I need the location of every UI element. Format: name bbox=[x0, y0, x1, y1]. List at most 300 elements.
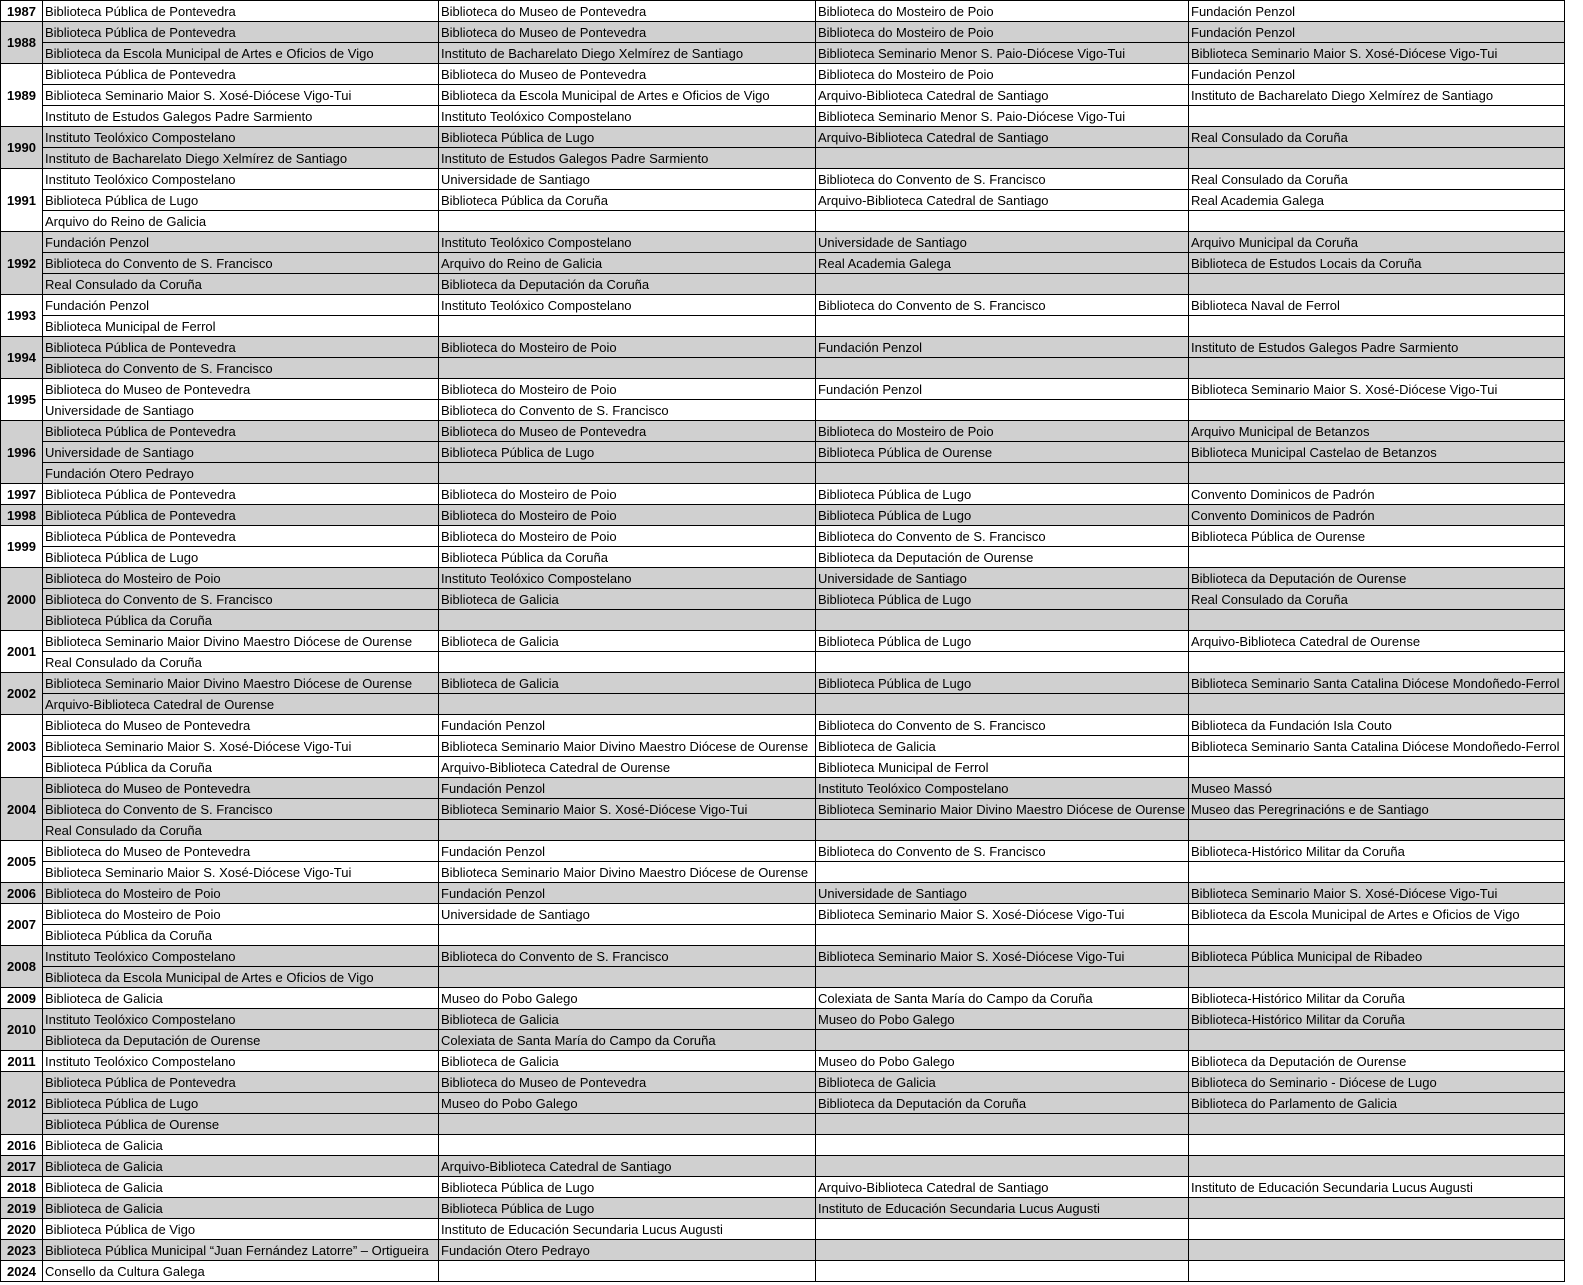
library-cell[interactable]: Biblioteca Pública de Pontevedra bbox=[43, 526, 439, 547]
library-cell[interactable]: Biblioteca Seminario Maior S. Xosé-Diócese Vigo-Tui bbox=[1189, 379, 1565, 400]
library-cell[interactable]: Instituto Teolóxico Compostelano bbox=[439, 295, 816, 316]
table-row bbox=[1, 337, 1565, 358]
library-cell[interactable]: Museo do Pobo Galego bbox=[816, 1009, 1189, 1030]
library-cell[interactable]: Fundación Penzol bbox=[439, 715, 816, 736]
library-cell[interactable]: Biblioteca Seminario Maior S. Xosé-Diócese Vigo-Tui bbox=[43, 85, 439, 106]
library-cell[interactable] bbox=[816, 610, 1189, 631]
library-cell[interactable]: Biblioteca do Convento de S. Francisco bbox=[43, 799, 439, 820]
year-cell[interactable]: 2020 bbox=[1, 1219, 43, 1240]
library-cell[interactable]: Biblioteca da Fundación Isla Couto bbox=[1189, 715, 1565, 736]
library-cell[interactable] bbox=[1189, 1030, 1565, 1051]
library-cell[interactable]: Biblioteca Pública de Lugo bbox=[439, 1177, 816, 1198]
year-cell[interactable]: 2003 bbox=[1, 715, 43, 778]
library-cell[interactable]: Convento Dominicos de Padrón bbox=[1189, 505, 1565, 526]
library-cell[interactable]: Biblioteca Seminario Maior Divino Maestro Diócese de Ourense bbox=[43, 673, 439, 694]
library-cell[interactable]: Biblioteca da Deputación de Ourense bbox=[1189, 568, 1565, 589]
library-cell[interactable] bbox=[439, 925, 816, 946]
library-cell[interactable] bbox=[1189, 274, 1565, 295]
library-cell[interactable]: Real Consulado da Coruña bbox=[43, 652, 439, 673]
library-cell[interactable]: Biblioteca do Museo de Pontevedra bbox=[43, 379, 439, 400]
library-cell[interactable]: Biblioteca Pública de Lugo bbox=[816, 505, 1189, 526]
library-cell[interactable]: Fundación Otero Pedrayo bbox=[43, 463, 439, 484]
year-cell[interactable]: 2016 bbox=[1, 1135, 43, 1156]
library-cell[interactable] bbox=[816, 211, 1189, 232]
library-cell[interactable]: Biblioteca da Deputación de Ourense bbox=[1189, 1051, 1565, 1072]
year-cell[interactable]: 1997 bbox=[1, 484, 43, 505]
library-cell[interactable]: Biblioteca Seminario Maior S. Xosé-Diócese Vigo-Tui bbox=[1189, 883, 1565, 904]
library-cell[interactable]: Instituto Teolóxico Compostelano bbox=[439, 568, 816, 589]
table-row bbox=[1, 526, 1565, 547]
library-cell[interactable] bbox=[816, 1261, 1189, 1282]
library-cell[interactable]: Arquivo-Biblioteca Catedral de Ourense bbox=[43, 694, 439, 715]
library-cell[interactable]: Biblioteca Pública de Lugo bbox=[816, 484, 1189, 505]
library-cell[interactable] bbox=[816, 967, 1189, 988]
library-cell[interactable]: Fundación Penzol bbox=[439, 883, 816, 904]
library-cell[interactable]: Fundación Penzol bbox=[1189, 1, 1565, 22]
library-cell[interactable]: Biblioteca do Mosteiro de Poio bbox=[43, 568, 439, 589]
library-cell[interactable]: Biblioteca Pública de Ourense bbox=[43, 1114, 439, 1135]
library-cell[interactable]: Biblioteca Seminario Maior Divino Maestro Diócese de Ourense bbox=[439, 736, 816, 757]
library-cell[interactable]: Biblioteca Pública de Lugo bbox=[439, 442, 816, 463]
library-cell[interactable] bbox=[1189, 1219, 1565, 1240]
year-cell[interactable]: 2023 bbox=[1, 1240, 43, 1261]
library-cell[interactable] bbox=[816, 652, 1189, 673]
library-cell[interactable]: Fundación Penzol bbox=[816, 379, 1189, 400]
library-cell[interactable]: Convento Dominicos de Padrón bbox=[1189, 484, 1565, 505]
library-cell[interactable]: Fundación Penzol bbox=[43, 295, 439, 316]
library-cell[interactable]: Arquivo-Biblioteca Catedral de Santiago bbox=[816, 1177, 1189, 1198]
library-cell[interactable] bbox=[1189, 757, 1565, 778]
library-cell[interactable]: Biblioteca Seminario Maior S. Xosé-Diócese Vigo-Tui bbox=[816, 904, 1189, 925]
library-cell[interactable]: Biblioteca do Museo de Pontevedra bbox=[43, 715, 439, 736]
library-cell[interactable] bbox=[1189, 211, 1565, 232]
library-cell[interactable]: Universidade de Santiago bbox=[816, 883, 1189, 904]
library-cell[interactable]: Fundación Penzol bbox=[439, 778, 816, 799]
library-cell[interactable]: Biblioteca do Convento de S. Francisco bbox=[43, 589, 439, 610]
library-cell[interactable]: Biblioteca de Estudos Locais da Coruña bbox=[1189, 253, 1565, 274]
library-cell[interactable]: Universidade de Santiago bbox=[439, 904, 816, 925]
library-cell[interactable] bbox=[1189, 1135, 1565, 1156]
table-row bbox=[1, 757, 1565, 778]
library-cell[interactable]: Biblioteca Pública da Coruña bbox=[43, 610, 439, 631]
library-cell[interactable] bbox=[1189, 358, 1565, 379]
year-cell[interactable]: 1999 bbox=[1, 526, 43, 568]
library-cell[interactable]: Biblioteca-Histórico Militar da Coruña bbox=[1189, 1009, 1565, 1030]
library-cell[interactable]: Biblioteca Municipal Castelao de Betanzos bbox=[1189, 442, 1565, 463]
library-cell[interactable]: Biblioteca do Mosteiro de Poio bbox=[816, 64, 1189, 85]
table-row bbox=[1, 106, 1565, 127]
year-cell[interactable]: 1988 bbox=[1, 22, 43, 64]
library-cell[interactable]: Instituto de Bacharelato Diego Xelmírez de Santiago bbox=[1189, 85, 1565, 106]
library-cell[interactable]: Biblioteca do Convento de S. Francisco bbox=[816, 841, 1189, 862]
library-cell[interactable] bbox=[816, 148, 1189, 169]
library-cell[interactable]: Universidade de Santiago bbox=[816, 568, 1189, 589]
library-cell[interactable]: Real Consulado da Coruña bbox=[43, 820, 439, 841]
library-cell[interactable]: Biblioteca Pública de Vigo bbox=[43, 1219, 439, 1240]
library-cell[interactable]: Biblioteca Pública de Pontevedra bbox=[43, 64, 439, 85]
table-row bbox=[1, 463, 1565, 484]
library-cell[interactable] bbox=[816, 1240, 1189, 1261]
library-cell[interactable]: Biblioteca Seminario Maior S. Xosé-Diócese Vigo-Tui bbox=[1189, 43, 1565, 64]
library-cell[interactable]: Museo Massó bbox=[1189, 778, 1565, 799]
library-cell[interactable]: Real Consulado da Coruña bbox=[1189, 589, 1565, 610]
library-cell[interactable]: Biblioteca Municipal de Ferrol bbox=[43, 316, 439, 337]
library-cell[interactable]: Instituto de Bacharelato Diego Xelmírez de Santiago bbox=[43, 148, 439, 169]
library-cell[interactable]: Instituto Teolóxico Compostelano bbox=[43, 169, 439, 190]
library-cell[interactable]: Biblioteca Seminario Maior Divino Maestro Diócese de Ourense bbox=[43, 631, 439, 652]
year-cell[interactable]: 2019 bbox=[1, 1198, 43, 1219]
table-row bbox=[1, 1030, 1565, 1051]
library-cell[interactable]: Biblioteca Pública de Pontevedra bbox=[43, 1072, 439, 1093]
year-cell[interactable]: 2001 bbox=[1, 631, 43, 673]
library-cell[interactable]: Biblioteca Pública de Pontevedra bbox=[43, 421, 439, 442]
library-cell[interactable]: Biblioteca do Convento de S. Francisco bbox=[816, 715, 1189, 736]
library-cell[interactable]: Biblioteca Pública de Pontevedra bbox=[43, 505, 439, 526]
library-cell[interactable]: Biblioteca da Deputación de Ourense bbox=[816, 547, 1189, 568]
library-cell[interactable]: Biblioteca do Mosteiro de Poio bbox=[439, 526, 816, 547]
library-cell[interactable]: Universidade de Santiago bbox=[439, 169, 816, 190]
library-cell[interactable]: Biblioteca Pública de Lugo bbox=[439, 1198, 816, 1219]
library-cell[interactable]: Biblioteca da Escola Municipal de Artes e Oficios de Vigo bbox=[43, 43, 439, 64]
library-cell[interactable]: Real Consulado da Coruña bbox=[43, 274, 439, 295]
library-cell[interactable]: Biblioteca da Deputación da Coruña bbox=[816, 1093, 1189, 1114]
library-cell[interactable]: Biblioteca do Convento de S. Francisco bbox=[439, 946, 816, 967]
library-cell[interactable]: Arquivo-Biblioteca Catedral de Ourense bbox=[439, 757, 816, 778]
library-cell[interactable]: Consello da Cultura Galega bbox=[43, 1261, 439, 1282]
library-cell[interactable] bbox=[816, 1114, 1189, 1135]
library-cell[interactable]: Biblioteca do Mosteiro de Poio bbox=[816, 1, 1189, 22]
library-cell[interactable]: Instituto de Educación Secundaria Lucus Augusti bbox=[439, 1219, 816, 1240]
year-cell[interactable]: 2018 bbox=[1, 1177, 43, 1198]
library-cell[interactable]: Biblioteca de Galicia bbox=[43, 1198, 439, 1219]
library-cell[interactable] bbox=[1189, 820, 1565, 841]
library-cell[interactable]: Universidade de Santiago bbox=[816, 232, 1189, 253]
library-cell[interactable] bbox=[1189, 652, 1565, 673]
library-cell[interactable]: Biblioteca Seminario Maior S. Xosé-Diócese Vigo-Tui bbox=[43, 736, 439, 757]
library-cell[interactable]: Fundación Penzol bbox=[439, 841, 816, 862]
library-cell[interactable]: Biblioteca Pública de Lugo bbox=[439, 127, 816, 148]
library-cell[interactable]: Fundación Otero Pedrayo bbox=[439, 1240, 816, 1261]
library-cell[interactable]: Instituto de Estudos Galegos Padre Sarmiento bbox=[1189, 337, 1565, 358]
library-cell[interactable]: Biblioteca Municipal de Ferrol bbox=[816, 757, 1189, 778]
table-row bbox=[1, 1219, 1565, 1240]
library-cell[interactable] bbox=[816, 694, 1189, 715]
library-cell[interactable]: Biblioteca Pública de Lugo bbox=[43, 547, 439, 568]
year-cell[interactable]: 2005 bbox=[1, 841, 43, 883]
library-cell[interactable] bbox=[1189, 547, 1565, 568]
library-cell[interactable]: Real Consulado da Coruña bbox=[1189, 169, 1565, 190]
library-cell[interactable] bbox=[439, 652, 816, 673]
library-cell[interactable]: Biblioteca Pública de Pontevedra bbox=[43, 484, 439, 505]
library-cell[interactable]: Arquivo-Biblioteca Catedral de Ourense bbox=[1189, 631, 1565, 652]
library-cell[interactable]: Fundación Penzol bbox=[43, 232, 439, 253]
library-cell[interactable]: Biblioteca do Seminario - Diócese de Lugo bbox=[1189, 1072, 1565, 1093]
library-cell[interactable]: Arquivo-Biblioteca Catedral de Santiago bbox=[816, 190, 1189, 211]
library-cell[interactable] bbox=[1189, 610, 1565, 631]
year-cell[interactable]: 2012 bbox=[1, 1072, 43, 1135]
year-cell[interactable]: 2004 bbox=[1, 778, 43, 841]
year-cell[interactable]: 1993 bbox=[1, 295, 43, 337]
library-cell[interactable]: Biblioteca Seminario Maior S. Xosé-Diócese Vigo-Tui bbox=[439, 799, 816, 820]
library-cell[interactable]: Real Academia Galega bbox=[816, 253, 1189, 274]
library-cell[interactable]: Biblioteca do Mosteiro de Poio bbox=[439, 337, 816, 358]
library-cell[interactable]: Biblioteca de Galicia bbox=[43, 988, 439, 1009]
library-cell[interactable] bbox=[1189, 400, 1565, 421]
library-cell[interactable] bbox=[1189, 1156, 1565, 1177]
library-cell[interactable] bbox=[439, 610, 816, 631]
library-cell[interactable]: Biblioteca Pública Municipal de Ribadeo bbox=[1189, 946, 1565, 967]
library-cell[interactable]: Biblioteca Seminario Maior S. Xosé-Diócese Vigo-Tui bbox=[43, 862, 439, 883]
library-cell[interactable]: Biblioteca Pública de Lugo bbox=[43, 1093, 439, 1114]
library-cell[interactable] bbox=[439, 967, 816, 988]
library-cell[interactable] bbox=[816, 1219, 1189, 1240]
library-cell[interactable]: Biblioteca Seminario Maior Divino Maestro Diócese de Ourense bbox=[816, 799, 1189, 820]
library-cell[interactable]: Biblioteca de Galicia bbox=[439, 589, 816, 610]
library-cell[interactable]: Biblioteca do Convento de S. Francisco bbox=[43, 358, 439, 379]
library-cell[interactable]: Biblioteca Pública de Pontevedra bbox=[43, 22, 439, 43]
library-cell[interactable]: Biblioteca Pública da Coruña bbox=[439, 190, 816, 211]
library-cell[interactable]: Biblioteca Pública de Lugo bbox=[816, 673, 1189, 694]
library-cell[interactable] bbox=[1189, 925, 1565, 946]
library-cell[interactable]: Instituto Teolóxico Compostelano bbox=[439, 232, 816, 253]
library-cell[interactable]: Biblioteca de Galicia bbox=[439, 1009, 816, 1030]
library-cell[interactable]: Biblioteca da Deputación de Ourense bbox=[43, 1030, 439, 1051]
library-cell[interactable]: Biblioteca do Convento de S. Francisco bbox=[816, 526, 1189, 547]
library-cell[interactable]: Biblioteca Naval de Ferrol bbox=[1189, 295, 1565, 316]
library-cell[interactable]: Biblioteca do Mosteiro de Poio bbox=[43, 904, 439, 925]
year-cell[interactable]: 1992 bbox=[1, 232, 43, 295]
library-cell[interactable]: Museo do Pobo Galego bbox=[816, 1051, 1189, 1072]
library-cell[interactable]: Real Academia Galega bbox=[1189, 190, 1565, 211]
library-cell[interactable]: Biblioteca Seminario Menor S. Paio-Diócese Vigo-Tui bbox=[816, 106, 1189, 127]
library-cell[interactable]: Biblioteca do Museo de Pontevedra bbox=[439, 1072, 816, 1093]
library-cell[interactable]: Museo do Pobo Galego bbox=[439, 988, 816, 1009]
library-cell[interactable]: Biblioteca do Mosteiro de Poio bbox=[439, 484, 816, 505]
library-cell[interactable]: Biblioteca Seminario Santa Catalina Diócese Mondoñedo-Ferrol bbox=[1189, 673, 1565, 694]
library-cell[interactable]: Arquivo Municipal de Betanzos bbox=[1189, 421, 1565, 442]
library-cell[interactable]: Instituto Teolóxico Compostelano bbox=[439, 106, 816, 127]
table-row bbox=[1, 1156, 1565, 1177]
library-cell[interactable]: Biblioteca Seminario Maior Divino Maestro Diócese de Ourense bbox=[439, 862, 816, 883]
table-row bbox=[1, 736, 1565, 757]
library-cell[interactable]: Instituto Teolóxico Compostelano bbox=[43, 1051, 439, 1072]
library-cell[interactable] bbox=[439, 1261, 816, 1282]
library-cell[interactable]: Biblioteca do Convento de S. Francisco bbox=[816, 295, 1189, 316]
library-cell[interactable]: Biblioteca-Histórico Militar da Coruña bbox=[1189, 988, 1565, 1009]
year-cell[interactable]: 2010 bbox=[1, 1009, 43, 1051]
library-cell[interactable] bbox=[816, 820, 1189, 841]
library-cell[interactable]: Biblioteca do Convento de S. Francisco bbox=[43, 253, 439, 274]
library-cell[interactable]: Arquivo-Biblioteca Catedral de Santiago bbox=[816, 127, 1189, 148]
library-cell[interactable]: Biblioteca do Mosteiro de Poio bbox=[816, 22, 1189, 43]
library-cell[interactable]: Colexiata de Santa María do Campo da Coruña bbox=[816, 988, 1189, 1009]
library-cell[interactable]: Instituto Teolóxico Compostelano bbox=[43, 1009, 439, 1030]
table-row bbox=[1, 1072, 1565, 1093]
library-cell[interactable] bbox=[439, 1135, 816, 1156]
library-cell[interactable] bbox=[1189, 316, 1565, 337]
library-cell[interactable]: Biblioteca Pública Municipal “Juan Fernández Latorre” – Ortigueira bbox=[43, 1240, 439, 1261]
library-cell[interactable]: Arquivo Municipal da Coruña bbox=[1189, 232, 1565, 253]
library-cell[interactable]: Instituto de Educación Secundaria Lucus Augusti bbox=[1189, 1177, 1565, 1198]
library-cell[interactable]: Biblioteca do Museo de Pontevedra bbox=[439, 1, 816, 22]
table-row bbox=[1, 442, 1565, 463]
library-cell[interactable]: Biblioteca do Mosteiro de Poio bbox=[439, 379, 816, 400]
library-cell[interactable] bbox=[439, 1114, 816, 1135]
table-row bbox=[1, 1114, 1565, 1135]
library-cell[interactable] bbox=[816, 274, 1189, 295]
year-cell[interactable]: 2008 bbox=[1, 946, 43, 988]
library-cell[interactable] bbox=[439, 211, 816, 232]
library-cell[interactable]: Arquivo-Biblioteca Catedral de Santiago bbox=[816, 85, 1189, 106]
table-row bbox=[1, 1177, 1565, 1198]
library-cell[interactable]: Biblioteca de Galicia bbox=[439, 631, 816, 652]
table-row bbox=[1, 1051, 1565, 1072]
library-cell[interactable]: Biblioteca de Galicia bbox=[816, 736, 1189, 757]
year-cell[interactable]: 2011 bbox=[1, 1051, 43, 1072]
library-cell[interactable]: Biblioteca Pública da Coruña bbox=[43, 757, 439, 778]
year-cell[interactable]: 1991 bbox=[1, 169, 43, 232]
library-cell[interactable]: Biblioteca da Escola Municipal de Artes e Oficios de Vigo bbox=[1189, 904, 1565, 925]
library-cell[interactable]: Colexiata de Santa María do Campo da Coruña bbox=[439, 1030, 816, 1051]
library-cell[interactable]: Universidade de Santiago bbox=[43, 400, 439, 421]
library-cell[interactable]: Biblioteca Seminario Maior S. Xosé-Diócese Vigo-Tui bbox=[816, 946, 1189, 967]
library-cell[interactable]: Biblioteca de Galicia bbox=[43, 1135, 439, 1156]
library-cell[interactable]: Biblioteca-Histórico Militar da Coruña bbox=[1189, 841, 1565, 862]
table-row bbox=[1, 694, 1565, 715]
library-cell[interactable]: Biblioteca do Museo de Pontevedra bbox=[439, 421, 816, 442]
library-cell[interactable]: Biblioteca da Deputación da Coruña bbox=[439, 274, 816, 295]
library-cell[interactable]: Biblioteca de Galicia bbox=[439, 673, 816, 694]
library-cell[interactable]: Fundación Penzol bbox=[1189, 22, 1565, 43]
library-cell[interactable]: Biblioteca de Galicia bbox=[43, 1156, 439, 1177]
table-row bbox=[1, 610, 1565, 631]
library-cell[interactable]: Biblioteca do Mosteiro de Poio bbox=[439, 505, 816, 526]
library-cell[interactable]: Biblioteca de Galicia bbox=[816, 1072, 1189, 1093]
library-cell[interactable]: Biblioteca Pública da Coruña bbox=[439, 547, 816, 568]
library-cell[interactable]: Biblioteca Pública de Ourense bbox=[816, 442, 1189, 463]
library-cell[interactable]: Biblioteca do Museo de Pontevedra bbox=[43, 841, 439, 862]
table-row bbox=[1, 505, 1565, 526]
library-cell[interactable]: Arquivo-Biblioteca Catedral de Santiago bbox=[439, 1156, 816, 1177]
table-row bbox=[1, 820, 1565, 841]
library-cell[interactable]: Biblioteca Pública de Pontevedra bbox=[43, 337, 439, 358]
library-cell[interactable] bbox=[1189, 106, 1565, 127]
library-cell[interactable] bbox=[439, 358, 816, 379]
library-cell[interactable] bbox=[1189, 862, 1565, 883]
year-cell[interactable]: 1995 bbox=[1, 379, 43, 421]
library-cell[interactable]: Biblioteca do Museo de Pontevedra bbox=[439, 22, 816, 43]
library-cell[interactable]: Biblioteca da Escola Municipal de Artes e Oficios de Vigo bbox=[439, 85, 816, 106]
library-cell[interactable] bbox=[816, 1156, 1189, 1177]
year-cell[interactable]: 1987 bbox=[1, 1, 43, 22]
library-cell[interactable] bbox=[1189, 1261, 1565, 1282]
library-cell[interactable] bbox=[439, 694, 816, 715]
library-cell[interactable]: Biblioteca da Escola Municipal de Artes e Oficios de Vigo bbox=[43, 967, 439, 988]
library-cell[interactable] bbox=[816, 316, 1189, 337]
library-cell[interactable]: Biblioteca do Museo de Pontevedra bbox=[43, 778, 439, 799]
library-cell[interactable] bbox=[816, 862, 1189, 883]
library-cell[interactable]: Universidade de Santiago bbox=[43, 442, 439, 463]
library-cell[interactable] bbox=[816, 358, 1189, 379]
library-cell[interactable] bbox=[816, 1030, 1189, 1051]
library-cell[interactable]: Biblioteca de Galicia bbox=[43, 1177, 439, 1198]
library-cell[interactable]: Biblioteca Pública de Ourense bbox=[1189, 526, 1565, 547]
year-cell[interactable]: 1996 bbox=[1, 421, 43, 484]
library-cell[interactable]: Biblioteca Seminario Menor S. Paio-Diócese Vigo-Tui bbox=[816, 43, 1189, 64]
library-cell[interactable]: Biblioteca Pública de Lugo bbox=[43, 190, 439, 211]
library-cell[interactable]: Arquivo do Reino de Galicia bbox=[43, 211, 439, 232]
year-cell[interactable]: 1989 bbox=[1, 64, 43, 127]
library-cell[interactable] bbox=[816, 463, 1189, 484]
library-cell[interactable]: Instituto Teolóxico Compostelano bbox=[43, 127, 439, 148]
library-cell[interactable] bbox=[1189, 694, 1565, 715]
library-cell[interactable] bbox=[439, 463, 816, 484]
library-cell[interactable]: Instituto de Educación Secundaria Lucus Augusti bbox=[816, 1198, 1189, 1219]
library-cell[interactable]: Instituto Teolóxico Compostelano bbox=[816, 778, 1189, 799]
library-cell[interactable]: Biblioteca do Mosteiro de Poio bbox=[816, 421, 1189, 442]
table-row bbox=[1, 169, 1565, 190]
library-cell[interactable]: Biblioteca Pública de Lugo bbox=[816, 589, 1189, 610]
library-cell[interactable]: Museo do Pobo Galego bbox=[439, 1093, 816, 1114]
library-cell[interactable]: Fundación Penzol bbox=[1189, 64, 1565, 85]
year-cell[interactable]: 1998 bbox=[1, 505, 43, 526]
library-cell[interactable]: Biblioteca do Parlamento de Galicia bbox=[1189, 1093, 1565, 1114]
year-cell[interactable]: 2009 bbox=[1, 988, 43, 1009]
library-cell[interactable] bbox=[1189, 1240, 1565, 1261]
library-cell[interactable] bbox=[439, 820, 816, 841]
year-cell[interactable]: 1994 bbox=[1, 337, 43, 379]
library-cell[interactable]: Biblioteca Pública da Coruña bbox=[43, 925, 439, 946]
library-cell[interactable]: Real Consulado da Coruña bbox=[1189, 127, 1565, 148]
year-cell[interactable]: 2017 bbox=[1, 1156, 43, 1177]
library-cell[interactable]: Instituto Teolóxico Compostelano bbox=[43, 946, 439, 967]
library-cell[interactable] bbox=[816, 1135, 1189, 1156]
library-cell[interactable]: Instituto de Estudos Galegos Padre Sarmiento bbox=[43, 106, 439, 127]
year-cell[interactable]: 2000 bbox=[1, 568, 43, 631]
library-cell[interactable]: Fundación Penzol bbox=[816, 337, 1189, 358]
library-cell[interactable]: Instituto de Bacharelato Diego Xelmírez de Santiago bbox=[439, 43, 816, 64]
year-cell[interactable]: 2006 bbox=[1, 883, 43, 904]
table-row bbox=[1, 379, 1565, 400]
year-cell[interactable]: 2002 bbox=[1, 673, 43, 715]
library-cell[interactable] bbox=[439, 316, 816, 337]
library-cell[interactable] bbox=[1189, 148, 1565, 169]
library-cell[interactable]: Biblioteca do Mosteiro de Poio bbox=[43, 883, 439, 904]
library-cell[interactable] bbox=[816, 925, 1189, 946]
library-cell[interactable]: Biblioteca Seminario Santa Catalina Diócese Mondoñedo-Ferrol bbox=[1189, 736, 1565, 757]
table-row bbox=[1, 1009, 1565, 1030]
library-cell[interactable] bbox=[1189, 463, 1565, 484]
library-cell[interactable]: Biblioteca do Convento de S. Francisco bbox=[816, 169, 1189, 190]
table-row bbox=[1, 295, 1565, 316]
library-cell[interactable] bbox=[816, 400, 1189, 421]
library-cell[interactable]: Biblioteca Pública de Pontevedra bbox=[43, 1, 439, 22]
year-cell[interactable]: 2024 bbox=[1, 1261, 43, 1282]
library-cell[interactable] bbox=[1189, 967, 1565, 988]
year-cell[interactable]: 1990 bbox=[1, 127, 43, 169]
table-row bbox=[1, 547, 1565, 568]
library-cell[interactable]: Biblioteca do Museo de Pontevedra bbox=[439, 64, 816, 85]
library-cell[interactable]: Museo das Peregrinacións e de Santiago bbox=[1189, 799, 1565, 820]
library-cell[interactable]: Arquivo do Reino de Galicia bbox=[439, 253, 816, 274]
library-cell[interactable]: Biblioteca do Convento de S. Francisco bbox=[439, 400, 816, 421]
library-cell[interactable] bbox=[1189, 1198, 1565, 1219]
library-cell[interactable]: Instituto de Estudos Galegos Padre Sarmiento bbox=[439, 148, 816, 169]
library-cell[interactable]: Biblioteca Pública de Lugo bbox=[816, 631, 1189, 652]
library-cell[interactable]: Biblioteca de Galicia bbox=[439, 1051, 816, 1072]
library-cell[interactable] bbox=[1189, 1114, 1565, 1135]
year-cell[interactable]: 2007 bbox=[1, 904, 43, 946]
